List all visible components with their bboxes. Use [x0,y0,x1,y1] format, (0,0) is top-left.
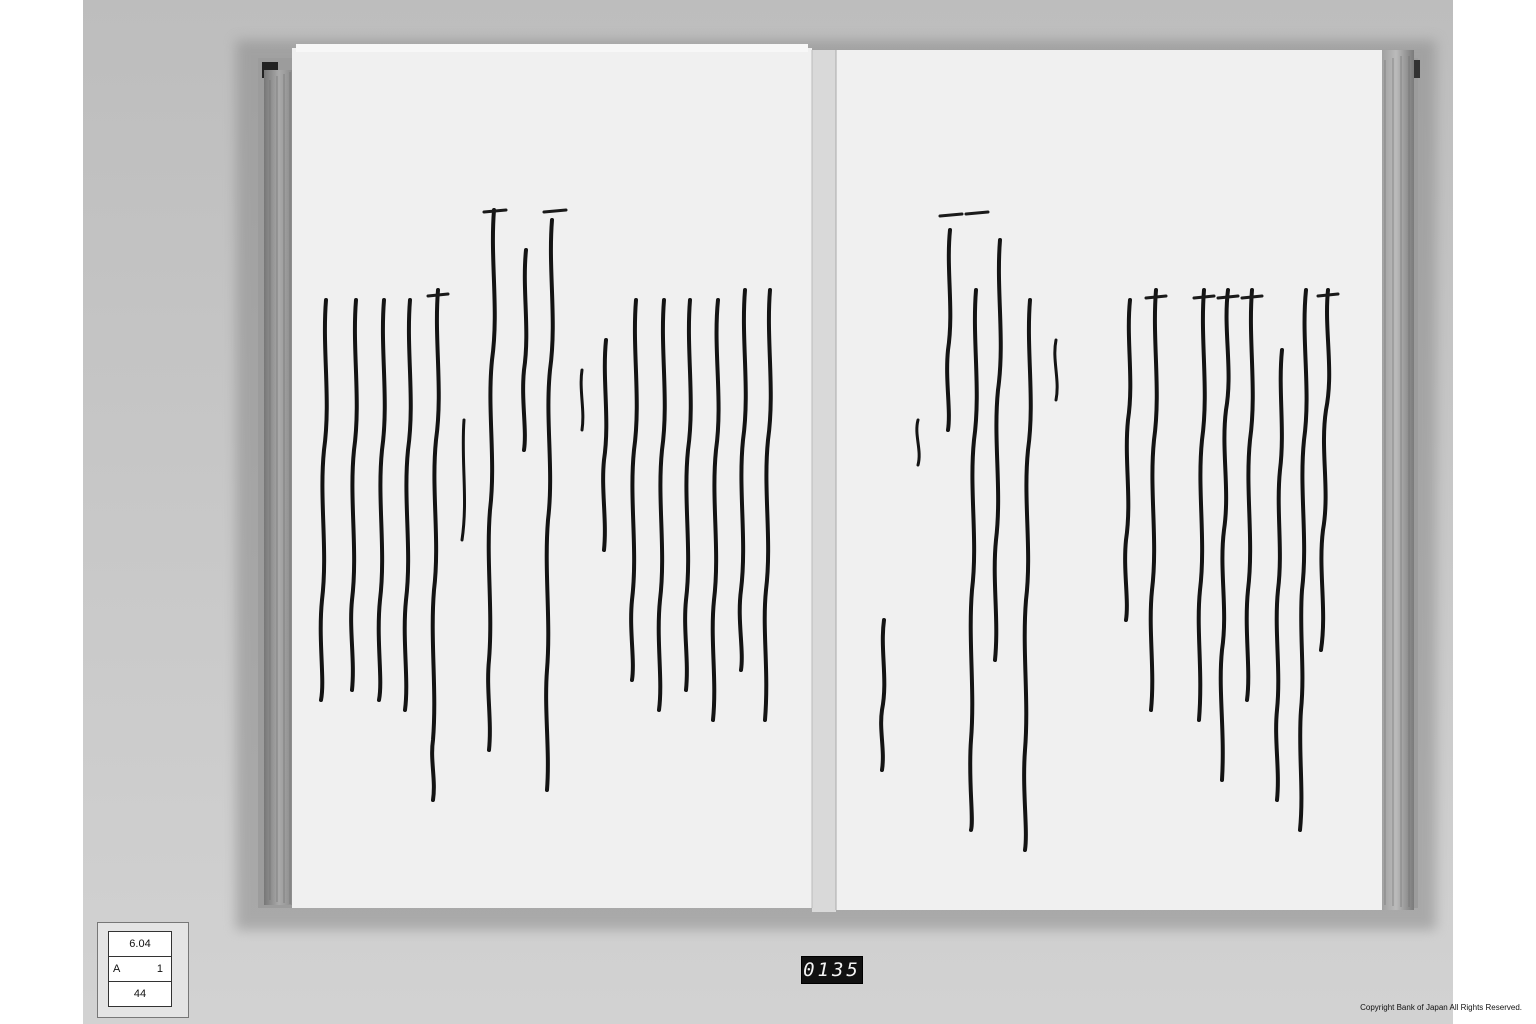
catalog-row-2-right: 1 [156,963,163,975]
catalog-row-2 [109,957,172,982]
copyright-notice: Copyright Bank of Japan All Rights Reserved. [1360,1003,1522,1012]
gutter-strip [812,50,836,912]
catalog-label-table [108,931,172,1007]
catalog-row-2-left: A [113,963,121,975]
catalog-row-3: 44 [109,982,172,1007]
catalog-row-1: 6.04 [109,932,172,957]
catalog-label-card [97,922,189,1018]
left-page [292,48,812,908]
frame-number: 0135 [801,956,863,984]
